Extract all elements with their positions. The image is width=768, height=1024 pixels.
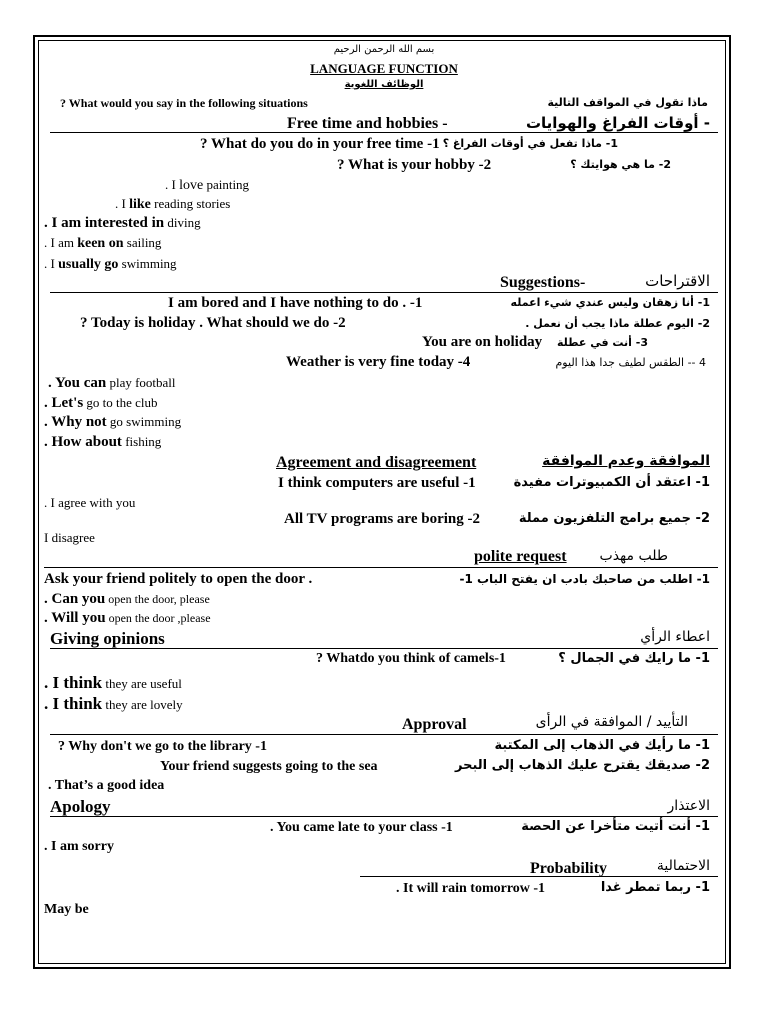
question-text: ? What is your hobby -2 bbox=[337, 157, 492, 173]
answer-line: . That’s a good idea bbox=[48, 778, 165, 793]
answer-line bbox=[44, 695, 183, 712]
answer-rest: go to the club bbox=[83, 395, 158, 410]
basmala: بسم الله الرحمن الرحيم bbox=[333, 44, 435, 55]
instruction-en: ? What would you say in the following situations bbox=[60, 96, 308, 110]
answer-line bbox=[44, 415, 181, 430]
answer-prefix: . I am bbox=[44, 235, 78, 250]
answer-prefix: . I bbox=[44, 256, 59, 271]
question-text: Weather is very fine today -4 bbox=[286, 354, 471, 370]
section-heading-approval-ar: التأييد / الموافقة في الرأى bbox=[535, 714, 688, 730]
answer-line bbox=[44, 257, 177, 272]
section-heading-probability: Probability bbox=[530, 860, 608, 877]
page-title-arabic: الوظائف اللغوية bbox=[344, 79, 424, 90]
answer-line bbox=[44, 611, 211, 626]
answer-line bbox=[48, 376, 176, 391]
answer-line bbox=[44, 592, 210, 607]
section-heading-polite-request-ar: طلب مهذب bbox=[599, 548, 668, 564]
answer-rest: open the door, please bbox=[105, 592, 210, 606]
section-heading-approval: Approval bbox=[402, 716, 467, 733]
section-heading-polite-request: polite request bbox=[474, 548, 567, 565]
answer-key: . Can you bbox=[44, 591, 106, 607]
question-text: I think computers are useful -1 bbox=[278, 475, 476, 491]
question-text-ar: 1- ربما تمطر غدا bbox=[600, 880, 710, 895]
answer-rest: fishing bbox=[121, 434, 162, 449]
answer-key: . I think bbox=[44, 673, 103, 692]
question-text: You are on holiday bbox=[422, 334, 543, 350]
answer-key: . Let's bbox=[44, 395, 84, 411]
answer-line bbox=[115, 197, 230, 212]
question-text: ? What do you do in your free time -1 bbox=[200, 136, 440, 152]
question-text-ar: 2- صديقك يقترح عليك الذهاب إلى البحر bbox=[454, 758, 710, 773]
question-text: . You came late to your class -1 bbox=[270, 820, 453, 835]
section-heading-opinions-ar: اعطاء الرأي bbox=[640, 629, 710, 645]
question-text-ar: 3- أنت في عطلة bbox=[557, 336, 648, 349]
question-text-ar: 1- ماذا تفعل في أوقات الفراغ ؟ bbox=[442, 137, 618, 150]
answer-key: . Why not bbox=[44, 414, 107, 430]
question-text-ar: 2- جميع برامج التلفزيون مملة bbox=[518, 511, 710, 526]
question-text: All TV programs are boring -2 bbox=[284, 511, 480, 527]
answer-rest: they are useful bbox=[102, 676, 182, 691]
answer-line bbox=[44, 236, 161, 251]
section-rule bbox=[50, 292, 718, 293]
question-text: Your friend suggests going to the sea bbox=[160, 759, 378, 774]
answer-line bbox=[44, 396, 158, 411]
answer-key: . Will you bbox=[44, 610, 106, 626]
question-text: ? Whatdo you think of camels-1 bbox=[316, 651, 506, 666]
section-rule bbox=[44, 567, 718, 568]
section-rule bbox=[50, 734, 718, 735]
question-text-ar: 1- ما رأيك في الذهاب إلى المكتبة bbox=[494, 738, 710, 753]
answer-prefix: . I am bbox=[44, 215, 85, 231]
answer-key: love bbox=[179, 178, 204, 193]
heading-en: Free time and hobbies bbox=[287, 115, 439, 132]
question-text: ? Why don't we go to the library -1 bbox=[58, 739, 267, 754]
answer-rest: play football bbox=[106, 375, 176, 390]
answer-rest: swimming bbox=[118, 256, 177, 271]
answer-rest: reading stories bbox=[150, 196, 231, 211]
question-text: Ask your friend politely to open the door . bbox=[44, 571, 313, 587]
section-rule bbox=[50, 132, 718, 133]
question-text-ar: 2- اليوم عطلة ماذا يجب أن نعمل . bbox=[525, 317, 710, 330]
section-rule bbox=[50, 648, 718, 649]
heading-dash: - bbox=[442, 115, 448, 132]
instruction-ar: ماذا تقول في المواقف التالية bbox=[547, 96, 708, 109]
answer-rest: they are lovely bbox=[102, 697, 183, 712]
question-text: . It will rain tomorrow -1 bbox=[396, 881, 546, 896]
question-text-ar: 2- ما هي هوايتك ؟ bbox=[570, 158, 671, 171]
answer-rest: open the door ,please bbox=[105, 611, 211, 625]
answer-line: May be bbox=[44, 902, 89, 917]
answer-rest: sailing bbox=[123, 235, 162, 250]
section-rule bbox=[50, 816, 718, 817]
answer-line bbox=[44, 435, 161, 450]
answer-line: . I am sorry bbox=[44, 839, 114, 854]
section-heading-opinions: Giving opinions bbox=[50, 629, 165, 648]
section-heading-apology: Apology bbox=[50, 797, 111, 816]
answer-line: I disagree bbox=[44, 530, 95, 545]
answer-key: like bbox=[129, 197, 151, 212]
question-text-ar: 1- اطلب من صاحبك بادب ان يفتح الباب 1- bbox=[459, 572, 710, 586]
question-text-ar: 1- اعتقد أن الكمبيوترات مفيدة bbox=[513, 475, 710, 490]
answer-line: . I agree with you bbox=[44, 495, 136, 510]
section-heading-apology-ar: الاعتذار bbox=[667, 798, 710, 814]
question-text: ? Today is holiday . What should we do -2 bbox=[80, 315, 346, 331]
page-title: LANGUAGE FUNCTION bbox=[310, 61, 458, 76]
question-text-ar: 4 -- الطقس لطيف جدا هذا اليوم bbox=[555, 356, 706, 369]
answer-key: usually go bbox=[58, 257, 119, 272]
answer-line bbox=[165, 178, 249, 193]
answer-prefix: . I bbox=[165, 177, 180, 192]
section-heading-agreement-ar: الموافقة وعدم الموافقة bbox=[542, 453, 710, 469]
answer-key: keen on bbox=[77, 236, 124, 251]
question-text-ar: 1- أنت أتيت متأخرا عن الحصة bbox=[521, 819, 710, 834]
answer-key: . I think bbox=[44, 694, 103, 713]
section-heading-free-time-ar: - أوقات الفراغ والهوايات bbox=[525, 114, 710, 132]
answer-rest: go swimming bbox=[106, 414, 182, 429]
answer-key: . How about bbox=[44, 434, 122, 450]
answer-rest: diving bbox=[164, 215, 201, 230]
section-rule bbox=[360, 876, 718, 877]
heading-dash: - bbox=[580, 274, 586, 291]
answer-line bbox=[44, 674, 182, 691]
section-heading-agreement: Agreement and disagreement bbox=[276, 454, 477, 471]
question-text: I am bored and I have nothing to do . -1 bbox=[168, 295, 423, 311]
section-heading-suggestions bbox=[500, 275, 585, 291]
question-text-ar: 1- أنا زهقان وليس عندي شيء اعمله bbox=[510, 296, 710, 309]
heading-en: Suggestions bbox=[500, 274, 581, 291]
section-heading-free-time bbox=[287, 116, 448, 132]
answer-key: interested in bbox=[84, 215, 165, 231]
answer-line bbox=[44, 216, 201, 231]
answer-prefix: . I bbox=[115, 196, 130, 211]
answer-key: . You can bbox=[48, 375, 107, 391]
answer-rest: painting bbox=[203, 177, 250, 192]
question-text-ar: 1- ما رايك في الجمال ؟ bbox=[558, 651, 710, 666]
section-heading-suggestions-ar: الاقتراحات bbox=[645, 272, 710, 290]
section-heading-probability-ar: الاحتمالية bbox=[656, 858, 710, 874]
